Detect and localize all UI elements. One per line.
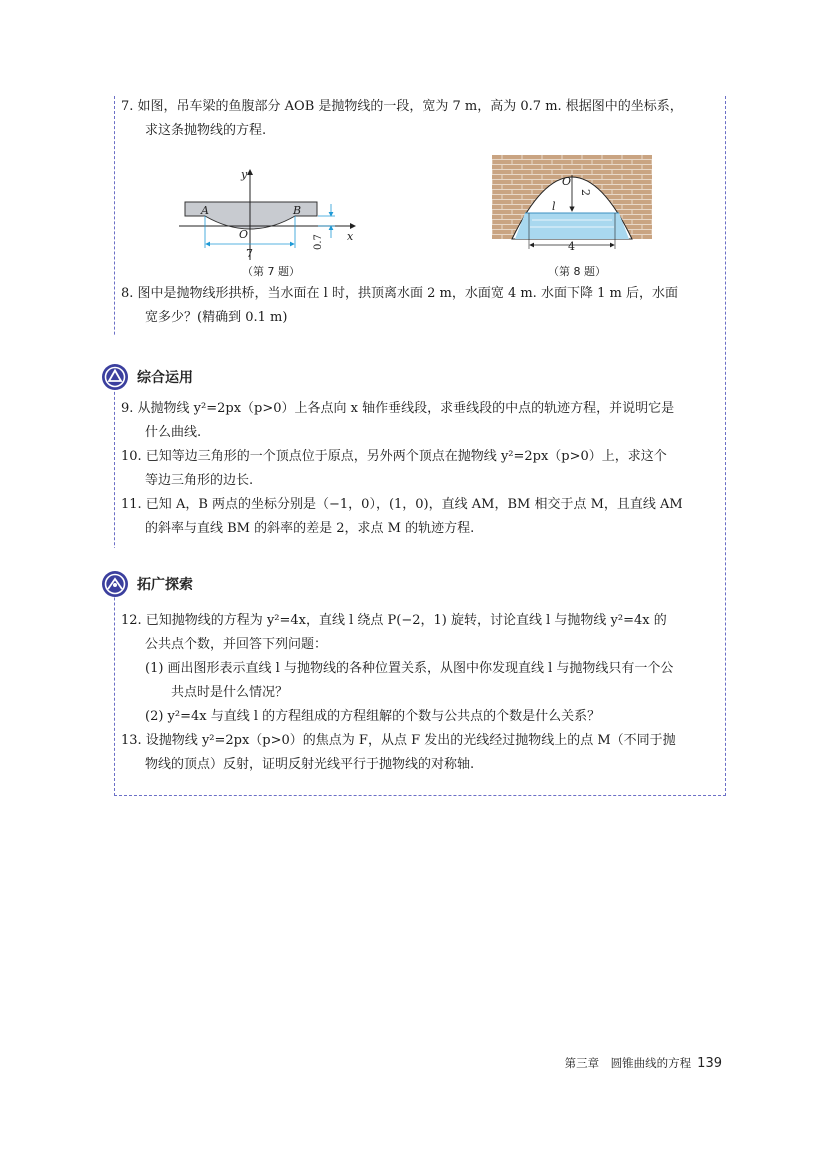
problem-12-sub2: (2) y²=4x 与直线 l 的方程组成的方程组解的个数与公共点的个数是什么关系？ [145,709,601,724]
problem-12-sub1-line-1: (1) 画出图形表示直线 l 与抛物线的各种位置关系，从图中你发现直线 l 与抛物线只有一个公 [145,661,674,676]
section-header-extension [101,570,193,598]
label-a: A [201,204,209,217]
problem-12-sub1-line-2: 共点时是什么情况？ [171,685,289,700]
water-body [515,213,629,239]
frame-gap-1 [111,336,117,364]
problem-12 [121,609,721,729]
problem-11-line-1: 11. 已知 A，B 两点的坐标分别是（−1，0），(1，0)，直线 AM，BM 相交于点 M，且直线 AM [121,497,683,512]
label-o: O [239,228,249,241]
triangle-emblem-icon [101,363,129,391]
figure-7-caption: （第 7 题） [242,265,300,278]
label-x: x [347,230,354,243]
problem-8-line-2: 宽多少？(精确到 0.1 m) [145,310,288,325]
problem-11 [121,493,721,541]
label-y: y [241,168,248,181]
problem-9 [121,397,721,445]
problem-13-line-2: 物线的顶点）反射，证明反射光线平行于抛物线的对称轴. [145,757,475,772]
problem-12-line-1: 12. 已知抛物线的方程为 y²=4x，直线 l 绕点 P(−2，1) 旋转，讨论直线 l 与抛物线 y²=4x 的 [121,613,667,628]
page-number: 139 [697,1056,722,1071]
page-footer [565,1055,722,1071]
problem-13-line-1: 13. 设抛物线 y²=2px（p>0）的焦点为 F，从点 F 发出的光线经过抛物线上的点 M（不同于抛 [121,733,676,748]
width-label: 7 [246,247,253,260]
problem-8 [121,282,721,330]
problem-7 [121,95,721,143]
section-title: 综合运用 [137,370,193,386]
height-label: 0.7 [313,234,324,250]
label-o: O [562,175,572,188]
exploration-emblem-icon [101,570,129,598]
label-b: B [293,204,302,217]
problem-13 [121,729,721,777]
problem-10 [121,445,721,493]
width-label: 4 [568,240,575,253]
problem-12-line-2: 公共点个数，并回答下列问题： [145,637,328,652]
problem-11-line-2: 的斜率与直线 BM 的斜率的差是 2，求点 M 的轨迹方程. [145,521,475,536]
problem-10-line-2: 等边三角形的边长. [145,473,254,488]
figure-8-caption: （第 8 题） [548,265,606,278]
problem-7-line-2: 求这条抛物线的方程. [145,123,267,138]
section-title: 拓广探索 [137,577,193,593]
problem-10-line-1: 10. 已知等边三角形的一个顶点位于原点，另外两个顶点在抛物线 y²=2px（p>0）上，求这个 [121,449,667,464]
rise-label: 2 [579,189,592,196]
problem-9-line-1: 9. 从抛物线 y²=2px（p>0）上各点向 x 轴作垂线段，求垂线段的中点的轨迹方程，并说明它是 [121,401,675,416]
section-header-comprehensive [101,363,193,391]
problem-8-line-1: 8. 图中是抛物线形拱桥，当水面在 l 时，拱顶离水面 2 m，水面宽 4 m. 水面下降 1 m 后，水面 [121,286,678,301]
figure-8-arch-bridge [492,155,652,259]
problem-7-line-1: 7. 如图，吊车梁的鱼腹部分 AOB 是抛物线的一段，宽为 7 m，高为 0.7 m. 根据图中的坐标系， [121,99,683,114]
figure-7-crane-beam [175,160,365,265]
label-l: l [552,200,556,213]
chapter-title: 第三章 圆锥曲线的方程 [564,1056,692,1070]
problem-9-line-2: 什么曲线. [145,425,202,440]
